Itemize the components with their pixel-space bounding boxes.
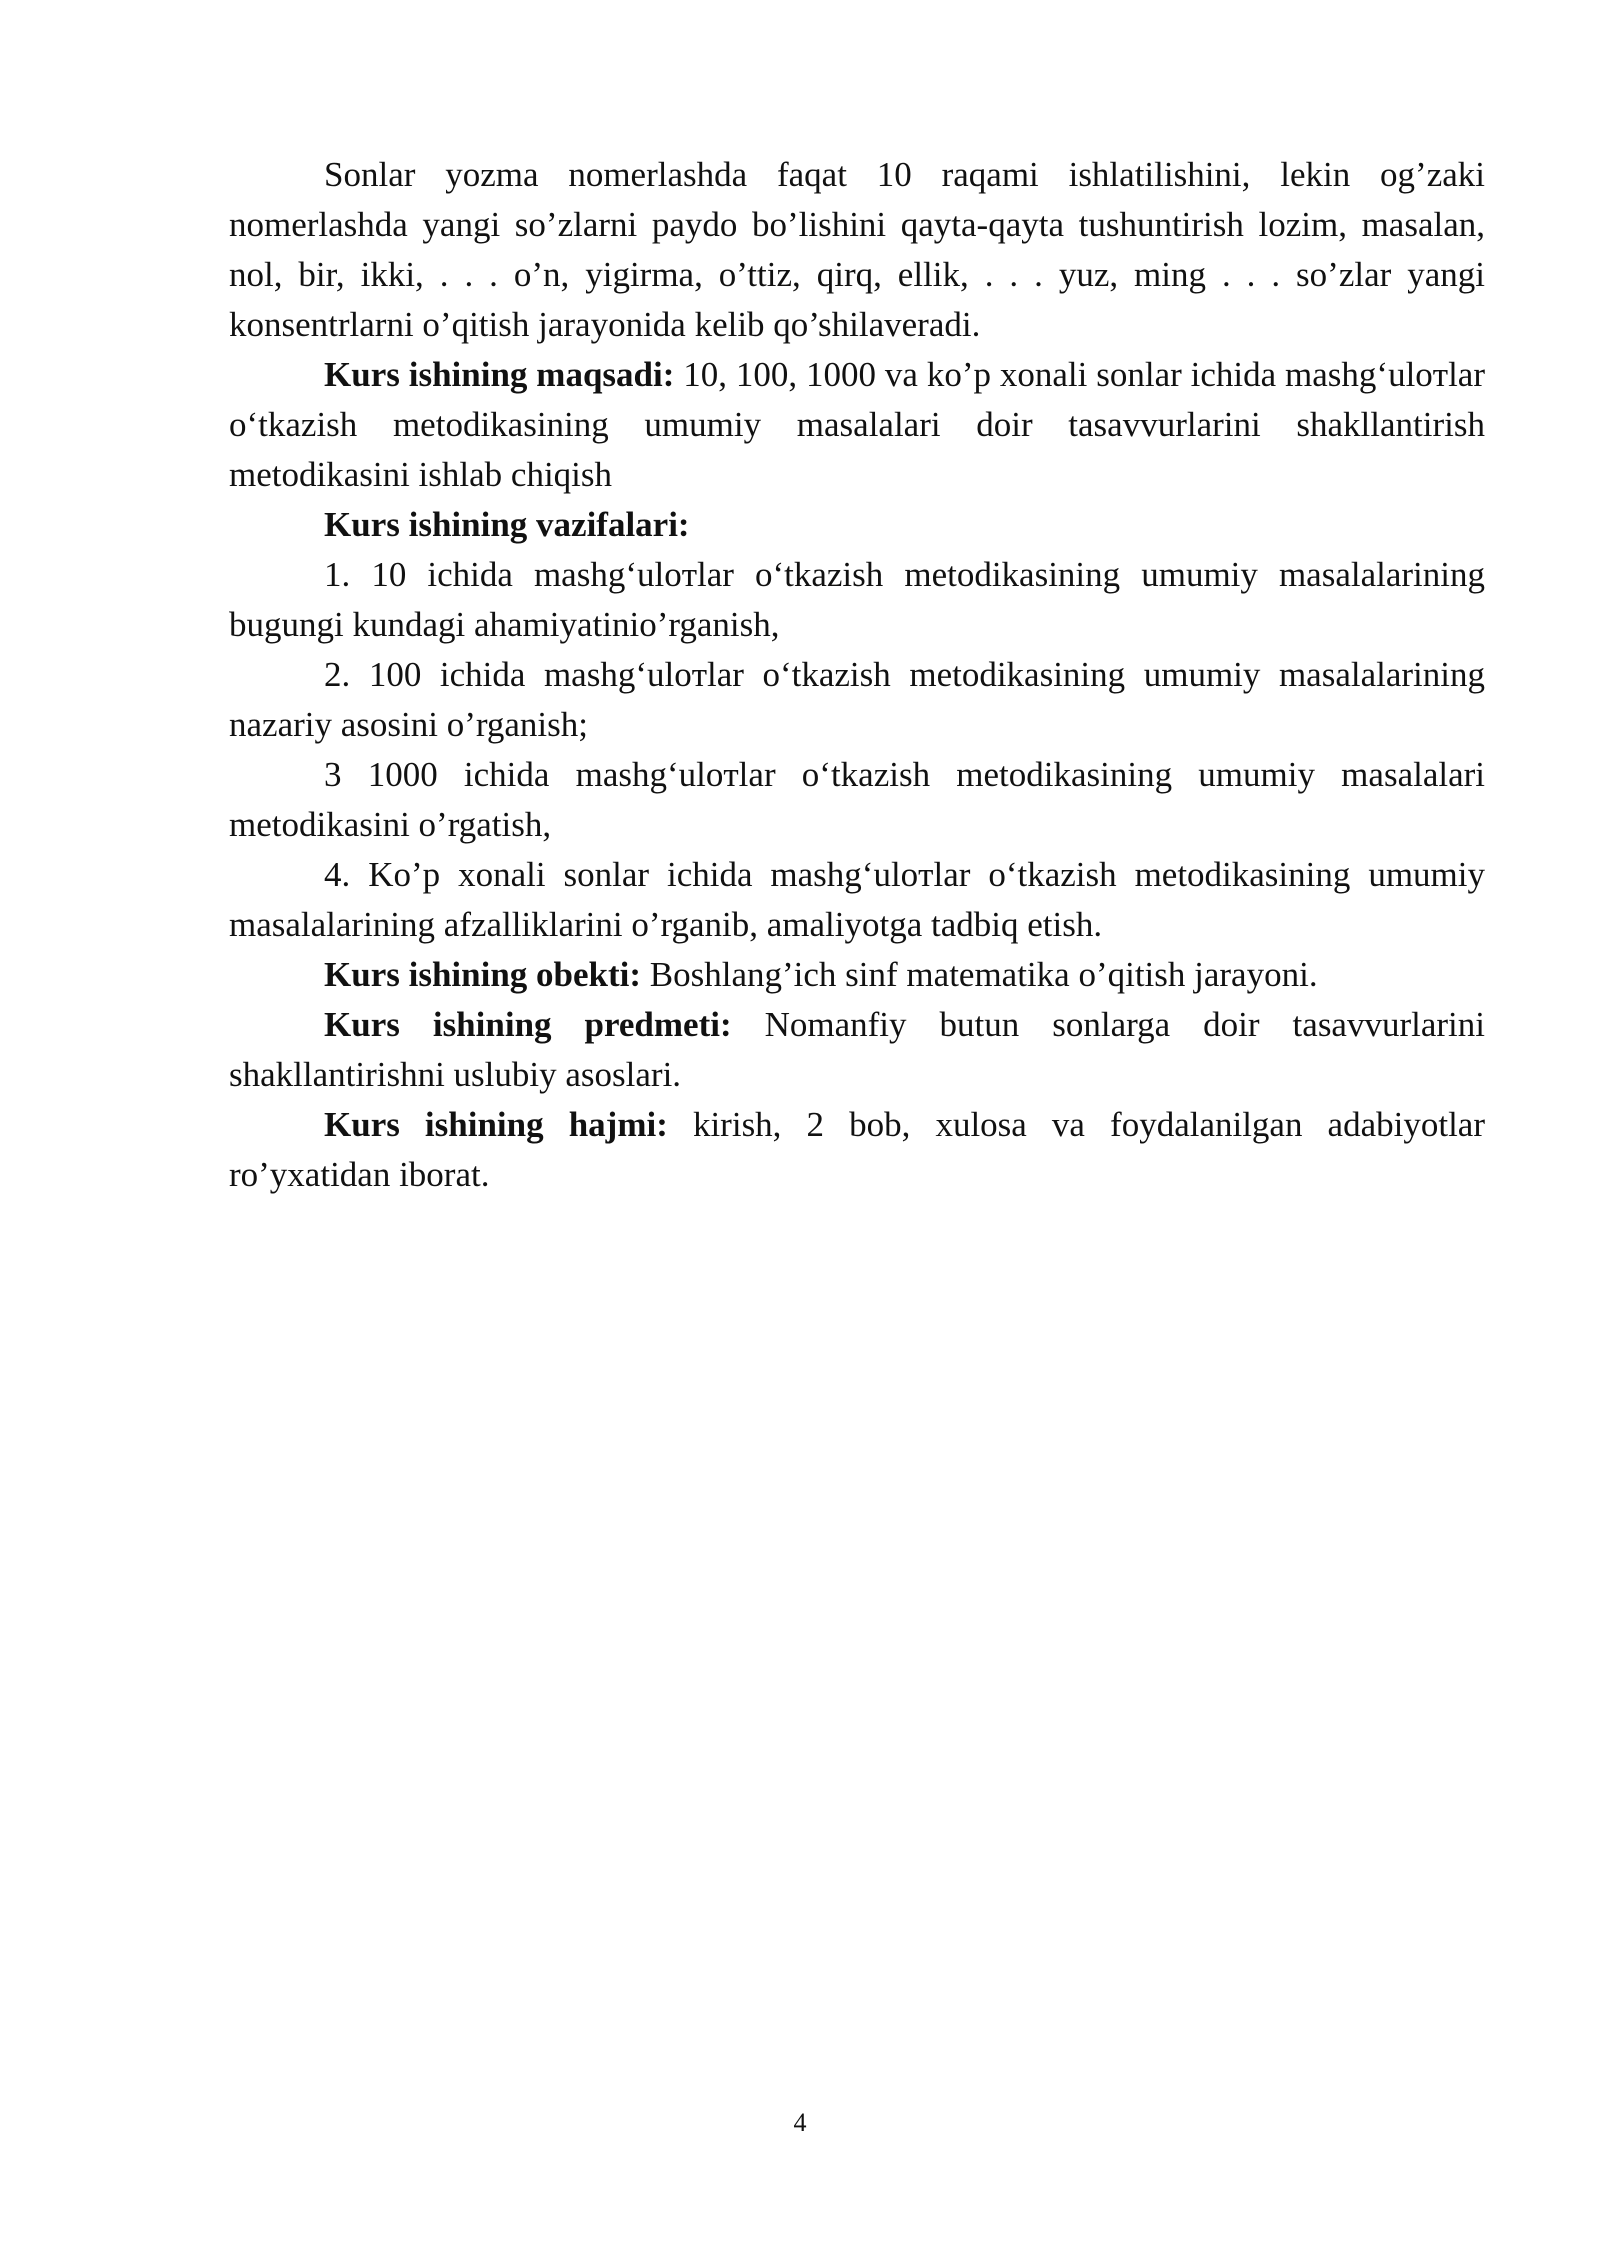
intro-paragraph xyxy=(229,150,1485,350)
document-body xyxy=(229,150,1485,1200)
task-item-2 xyxy=(229,650,1485,750)
task-item-1 xyxy=(229,550,1485,650)
object-paragraph xyxy=(229,950,1485,1000)
intro-text: Sonlar yozma nomerlashda faqat 10 raqami ishlatilishini, lekin og’zaki nomerlashda yangi so’zlarni paydo bo’lishini qayta-qayta tushuntirish lozim, masalan, nol, bir, ikki, . . . o’n, yigirma, o’ttiz, qirq, ellik, . . . yuz, ming . . . so’zlar yangi konsentrlarni o’qitish jarayonida kelib qo’shilaveradi. xyxy=(229,155,1485,344)
object-label: Kurs ishining obekti: xyxy=(324,955,642,994)
tasks-heading: Kurs ishining vazifalari: xyxy=(324,505,690,544)
scope-paragraph xyxy=(229,1100,1485,1200)
task-text-2: 2. 100 ichida mashg‘uloтlar o‘tkazish metodikasining umumiy masalalarining nazariy asosini o’rganish; xyxy=(229,655,1485,744)
task-item-3 xyxy=(229,750,1485,850)
tasks-heading-paragraph xyxy=(229,500,1485,550)
task-text-1: 1. 10 ichida mashg‘uloтlar o‘tkazish metodikasining umumiy masalalarining bugungi kundagi ahamiyatinio’rganish, xyxy=(229,555,1485,644)
goal-text: 10, 100, 1000 va ko’p xonali sonlar ichida mashg‘uloтlar o‘tkazish metodikasining umumiy masalalari doir tasavvurlarini shakllantirish metodikasini ishlab chiqish xyxy=(229,355,1485,494)
scope-label: Kurs ishining hajmi: xyxy=(324,1105,668,1144)
goal-label: Kurs ishining maqsadi: xyxy=(324,355,675,394)
subject-label: Kurs ishining predmeti: xyxy=(324,1005,732,1044)
goal-paragraph xyxy=(229,350,1485,500)
subject-paragraph xyxy=(229,1000,1485,1100)
page-number: 4 xyxy=(793,2108,807,2137)
task-item-4 xyxy=(229,850,1485,950)
task-text-4: 4. Ko’p xonali sonlar ichida mashg‘uloтlar o‘tkazish metodikasining umumiy masalalarining afzalliklarini o’rganib, amaliyotga tadbiq etish. xyxy=(229,855,1485,944)
object-text: Boshlang’ich sinf matematika o’qitish jarayoni. xyxy=(641,955,1318,994)
task-text-3: 3 1000 ichida mashg‘uloтlar o‘tkazish metodikasining umumiy masalalari metodikasini o’rgatish, xyxy=(229,755,1485,844)
scope-text: kirish, 2 bob, xulosa va foydalanilgan adabiyotlar ro’yxatidan iborat. xyxy=(229,1105,1485,1194)
subject-text: Nomanfiy butun sonlarga doir tasavvurlarini shakllantirishni uslubiy asoslari. xyxy=(229,1005,1485,1094)
